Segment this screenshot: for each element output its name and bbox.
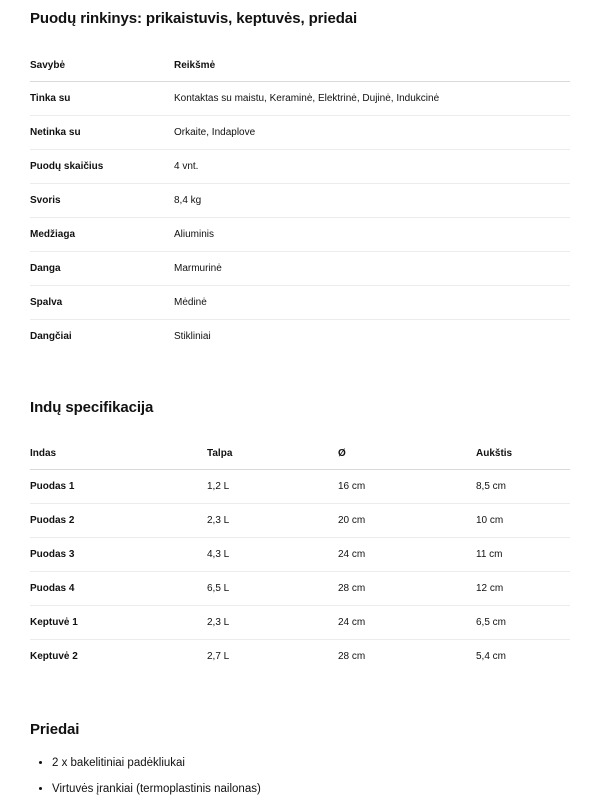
spec-item: Puodas 3 xyxy=(30,549,75,560)
accessory-item: • Virtuvės įrankiai (termoplastinis nailonas) xyxy=(52,776,570,802)
accessories-list xyxy=(30,750,570,802)
spec-capacity: 2,3 L xyxy=(207,515,230,526)
property-value: Orkaite, Indaplove xyxy=(174,127,256,138)
properties-table xyxy=(30,50,570,353)
spec-item: Puodas 1 xyxy=(30,481,75,492)
specs-row xyxy=(30,504,570,538)
specs-row xyxy=(30,640,570,674)
specs-table xyxy=(30,438,570,673)
spec-height: 10 cm xyxy=(476,515,504,526)
property-name: Dangčiai xyxy=(30,331,72,342)
properties-row xyxy=(30,150,570,184)
specs-header-diameter: Ø xyxy=(338,448,346,459)
specs-row xyxy=(30,606,570,640)
property-value: Marmurinė xyxy=(174,263,222,274)
spec-diameter: 28 cm xyxy=(338,651,366,662)
property-name: Svoris xyxy=(30,195,61,206)
spec-diameter: 16 cm xyxy=(338,481,366,492)
specs-row xyxy=(30,538,570,572)
specs-header-height: Aukštis xyxy=(476,448,513,459)
spec-diameter: 24 cm xyxy=(338,549,366,560)
properties-row xyxy=(30,82,570,116)
specs-header-row xyxy=(30,438,570,470)
properties-row xyxy=(30,116,570,150)
property-name: Medžiaga xyxy=(30,229,76,240)
spec-capacity: 6,5 L xyxy=(207,583,230,594)
properties-row xyxy=(30,320,570,354)
specs-title: Indų specifikacija xyxy=(30,399,154,416)
page-title: Puodų rinkinys: prikaistuvis, keptuvės, priedai xyxy=(30,10,358,27)
properties-row xyxy=(30,252,570,286)
property-name: Netinka su xyxy=(30,127,81,138)
specs-header-item: Indas xyxy=(30,448,57,459)
spec-capacity: 2,3 L xyxy=(207,617,230,628)
properties-row xyxy=(30,184,570,218)
specs-row xyxy=(30,470,570,504)
property-name: Danga xyxy=(30,263,61,274)
property-name: Tinka su xyxy=(30,93,71,104)
property-value: Stikliniai xyxy=(174,331,211,342)
properties-header-property: Savybė xyxy=(30,60,66,71)
spec-item: Keptuvė 1 xyxy=(30,617,78,628)
spec-item: Keptuvė 2 xyxy=(30,651,78,662)
property-name: Spalva xyxy=(30,297,63,308)
spec-item: Puodas 4 xyxy=(30,583,75,594)
accessories-title: Priedai xyxy=(30,721,80,738)
properties-header-row xyxy=(30,50,570,82)
spec-diameter: 20 cm xyxy=(338,515,366,526)
spec-item: Puodas 2 xyxy=(30,515,75,526)
spec-height: 6,5 cm xyxy=(476,617,507,628)
property-value: Aliuminis xyxy=(174,229,215,240)
properties-row xyxy=(30,218,570,252)
property-value: Kontaktas su maistu, Keraminė, Elektrinė, Dujinė, Indukcinė xyxy=(174,93,440,104)
specs-header-capacity: Talpa xyxy=(207,448,233,459)
spec-diameter: 24 cm xyxy=(338,617,366,628)
spec-capacity: 2,7 L xyxy=(207,651,230,662)
spec-height: 12 cm xyxy=(476,583,504,594)
spec-capacity: 1,2 L xyxy=(207,481,230,492)
property-name: Puodų skaičius xyxy=(30,161,104,172)
spec-height: 5,4 cm xyxy=(476,651,507,662)
property-value: 4 vnt. xyxy=(174,161,199,172)
properties-row xyxy=(30,286,570,320)
accessory-item: • 2 x bakelitiniai padėkliukai xyxy=(52,750,570,776)
spec-diameter: 28 cm xyxy=(338,583,366,594)
properties-header-value: Reikšmė xyxy=(174,60,216,71)
property-value: Mėdinė xyxy=(174,297,207,308)
spec-height: 8,5 cm xyxy=(476,481,507,492)
property-value: 8,4 kg xyxy=(174,195,202,206)
spec-height: 11 cm xyxy=(476,549,503,560)
spec-capacity: 4,3 L xyxy=(207,549,230,560)
specs-row xyxy=(30,572,570,606)
